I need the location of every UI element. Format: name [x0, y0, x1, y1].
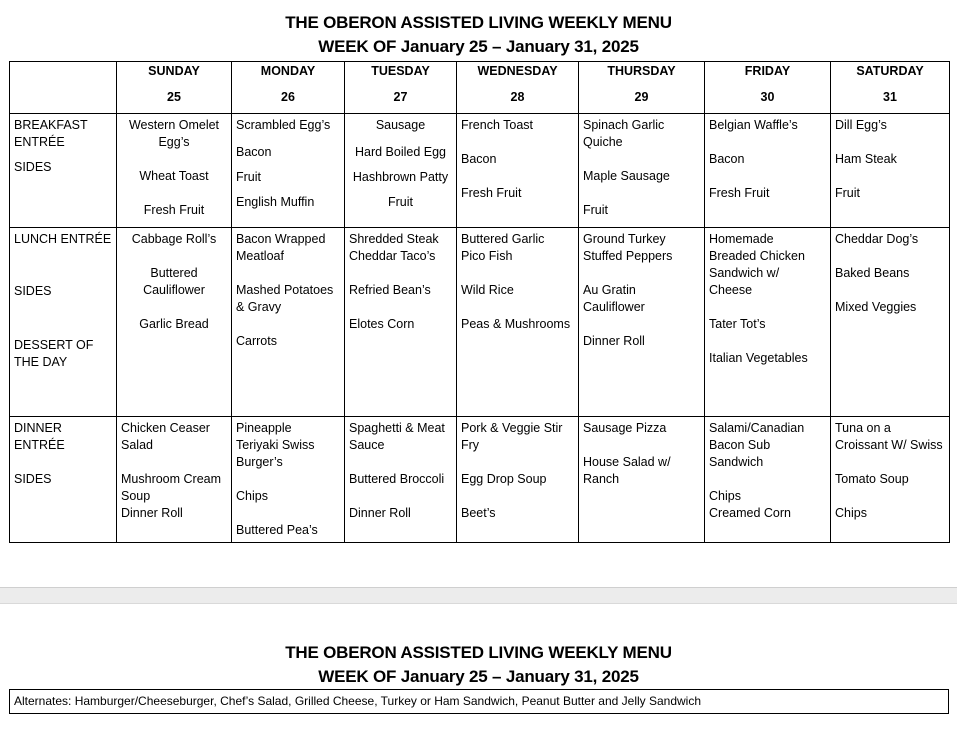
breakfast-sides-label: SIDES: [14, 160, 52, 174]
menu-week-range: WEEK OF January 25 – January 31, 2025: [318, 37, 639, 56]
menu-title-page-2: THE OBERON ASSISTED LIVING WEEKLY MENU: [285, 643, 672, 662]
lunch-tuesday: Shredded Steak Cheddar Taco’s Refried Bean’s Elotes Corn: [345, 228, 457, 417]
breakfast-tuesday: Sausage Hard Boiled Egg Hashbrown Patty Fruit: [345, 114, 457, 228]
breakfast-label-cell: [10, 114, 117, 228]
breakfast-wednesday: French Toast Bacon Fresh Fruit: [457, 114, 579, 228]
breakfast-thursday: Spinach Garlic Quiche Maple Sausage Fruit: [579, 114, 705, 228]
lunch-friday: Homemade Breaded Chicken Sandwich w/ Cheese Tater Tot’s Italian Vegetables: [705, 228, 831, 417]
lunch-sunday: Cabbage Roll’s Buttered Cauliflower Garlic Bread: [117, 228, 232, 417]
lunch-label-cell: [10, 228, 117, 417]
lunch-monday: Bacon Wrapped Meatloaf Mashed Potatoes & Gravy Carrots: [232, 228, 345, 417]
lunch-thursday: Ground Turkey Stuffed Peppers Au Gratin Cauliflower Dinner Roll: [579, 228, 705, 417]
corner-cell: [10, 62, 117, 114]
day-header-monday: MONDAY 26: [232, 62, 345, 114]
dinner-entree-label: DINNER ENTRÉE: [14, 421, 65, 452]
breakfast-row: [10, 114, 950, 228]
lunch-sides-label: SIDES: [14, 284, 52, 298]
menu-title: THE OBERON ASSISTED LIVING WEEKLY MENU: [285, 13, 672, 32]
lunch-row: [10, 228, 950, 417]
day-header-saturday: SATURDAY 31: [831, 62, 950, 114]
dessert-of-the-day-label: DESSERT OF THE DAY: [14, 338, 94, 369]
dinner-sides-label: SIDES: [14, 472, 52, 486]
day-header-sunday: SUNDAY 25: [117, 62, 232, 114]
day-header-friday: FRIDAY 30: [705, 62, 831, 114]
dinner-monday: Pineapple Teriyaki Swiss Burger’s Chips Buttered Pea’s: [232, 417, 345, 543]
dinner-friday: Salami/Canadian Bacon Sub Sandwich Chips Creamed Corn: [705, 417, 831, 543]
breakfast-saturday: Dill Egg’s Ham Steak Fruit: [831, 114, 950, 228]
breakfast-sunday: Western Omelet Egg’s Wheat Toast Fresh Fruit: [117, 114, 232, 228]
breakfast-monday: Scrambled Egg’s Bacon Fruit English Muffin: [232, 114, 345, 228]
menu-week-range-page-2: WEEK OF January 25 – January 31, 2025: [318, 667, 639, 686]
dinner-row: [10, 417, 950, 543]
alternates-box: Alternates: Hamburger/Cheeseburger, Chef’s Salad, Grilled Cheese, Turkey or Ham Sandwich, Peanut Butter and Jelly Sandwich: [9, 689, 949, 714]
dinner-thursday: Sausage Pizza House Salad w/ Ranch: [579, 417, 705, 543]
dinner-tuesday: Spaghetti & Meat Sauce Buttered Broccoli Dinner Roll: [345, 417, 457, 543]
day-header-wednesday: WEDNESDAY 28: [457, 62, 579, 114]
day-header-row: [10, 62, 950, 114]
lunch-saturday: Cheddar Dog’s Baked Beans Mixed Veggies: [831, 228, 950, 417]
dinner-saturday: Tuna on a Croissant W/ Swiss Tomato Soup Chips: [831, 417, 950, 543]
page-separator: [0, 587, 957, 604]
weekly-menu-table: [9, 61, 950, 543]
day-header-tuesday: TUESDAY 27: [345, 62, 457, 114]
breakfast-friday: Belgian Waffle’s Bacon Fresh Fruit: [705, 114, 831, 228]
dinner-sunday: Chicken Ceaser Salad Mushroom Cream Soup Dinner Roll: [117, 417, 232, 543]
dinner-label-cell: [10, 417, 117, 543]
day-header-thursday: THURSDAY 29: [579, 62, 705, 114]
lunch-entree-label: LUNCH ENTRÉE: [14, 232, 112, 246]
breakfast-entree-label: BREAKFAST ENTRÉE: [14, 118, 88, 149]
dinner-wednesday: Pork & Veggie Stir Fry Egg Drop Soup Beet’s: [457, 417, 579, 543]
lunch-wednesday: Buttered Garlic Pico Fish Wild Rice Peas & Mushrooms: [457, 228, 579, 417]
